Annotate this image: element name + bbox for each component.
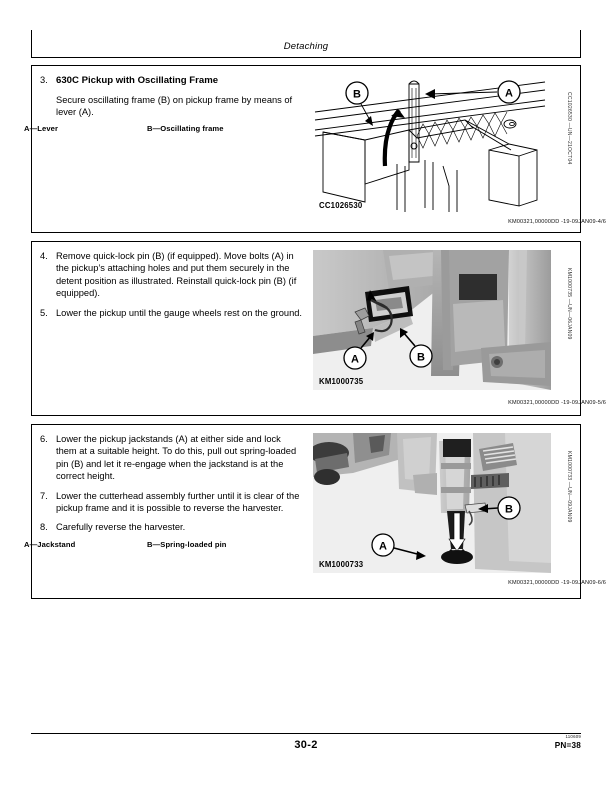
section-panel-4-5	[31, 241, 581, 416]
step-paragraph: Lower the pickup until the gauge wheels rest on the ground.	[56, 307, 303, 318]
legend-item-b: B—Oscillating frame	[147, 124, 224, 133]
step-paragraph: Lower the pickup jackstands (A) at either side and lock them at a suitable height. To do this, pull out spring-loaded pin (B) and let it re-engage when the jackstand is at the correct height.	[56, 434, 297, 482]
step-paragraph: Remove quick-lock pin (B) (if equipped). Move bolts (A) in the pickup’s attaching holes and put them securely in the detent position as illustrated. Reinstall quick-lock pin (B) (if equipped).	[56, 251, 297, 299]
callout-b	[346, 82, 373, 126]
section-6-7-8-legend	[24, 540, 274, 549]
page-header	[31, 30, 581, 58]
step-number: 6.	[40, 434, 48, 444]
illustration-caption: KM1000733	[319, 560, 364, 569]
step-item	[40, 521, 302, 533]
illustration-caption: CC1026530	[319, 201, 363, 210]
svg-text:A: A	[351, 353, 359, 366]
svg-text:B: B	[505, 503, 513, 516]
illustration-cc1026530	[313, 74, 551, 214]
svg-text:A: A	[505, 87, 513, 100]
footer-divider	[31, 733, 581, 734]
legend-item-a: A—Jackstand	[24, 540, 76, 549]
footer-date-code: 110609	[565, 734, 581, 739]
illustration-artwork	[313, 433, 551, 573]
footer-pn: PN=38	[554, 740, 581, 750]
step-item	[40, 250, 302, 300]
section-4-5-text-column	[40, 250, 302, 326]
step-heading: 630C Pickup with Oscillating Frame	[56, 75, 219, 86]
illustration-side-code: CC1026530 —UN—21OCT04	[566, 92, 572, 165]
illustration-caption: KM1000735	[319, 377, 364, 386]
svg-text:B: B	[353, 88, 361, 101]
section-4-5-reference-code: KM00321,00000DD -19-09JAN09-5/6	[508, 400, 606, 406]
step-item	[40, 490, 302, 515]
step-item	[40, 433, 302, 483]
step-item	[40, 307, 302, 319]
illustration-side-code: KM1000733 —UN—09JAN09	[566, 451, 572, 523]
page-title: Detaching	[283, 41, 329, 52]
footer-right-block	[555, 735, 581, 750]
step-paragraph: Carefully reverse the harvester.	[56, 522, 186, 533]
legend-item-b: B—Spring-loaded pin	[147, 540, 227, 549]
step-item	[40, 74, 302, 119]
illustration-artwork	[313, 250, 551, 390]
legend-item-a: A—Lever	[24, 124, 59, 133]
step-number: 8.	[40, 522, 48, 533]
step-paragraph: Secure oscillating frame (B) on pickup frame by means of lever (A).	[56, 95, 293, 118]
svg-text:B: B	[417, 351, 425, 364]
section-3-text-column	[40, 74, 302, 126]
illustration-km1000735	[313, 250, 551, 390]
page-number: 30-2	[294, 739, 318, 751]
illustration-artwork	[313, 74, 551, 214]
step-number: 7.	[40, 490, 48, 501]
section-6-7-8-reference-code: KM00321,00000DD -19-09JAN09-6/6	[508, 580, 606, 586]
step-paragraph: Lower the cutterhead assembly further until it is clear of the pickup frame and it is possible to reverse the harvester.	[56, 490, 300, 514]
illustration-km1000733	[313, 433, 551, 573]
section-panel-3	[31, 65, 581, 233]
section-panel-6-7-8	[31, 424, 581, 599]
svg-text:A: A	[379, 540, 387, 553]
step-number: 4.	[40, 251, 48, 261]
section-6-7-8-text-column	[40, 433, 302, 541]
step-number: 3.	[40, 75, 48, 85]
section-3-reference-code: KM00321,00000DD -19-09JAN09-4/6	[508, 219, 606, 225]
illustration-side-code: KM1000735 —UN—06JAN09	[566, 268, 572, 340]
step-number: 5.	[40, 307, 48, 318]
section-3-legend	[24, 124, 274, 133]
